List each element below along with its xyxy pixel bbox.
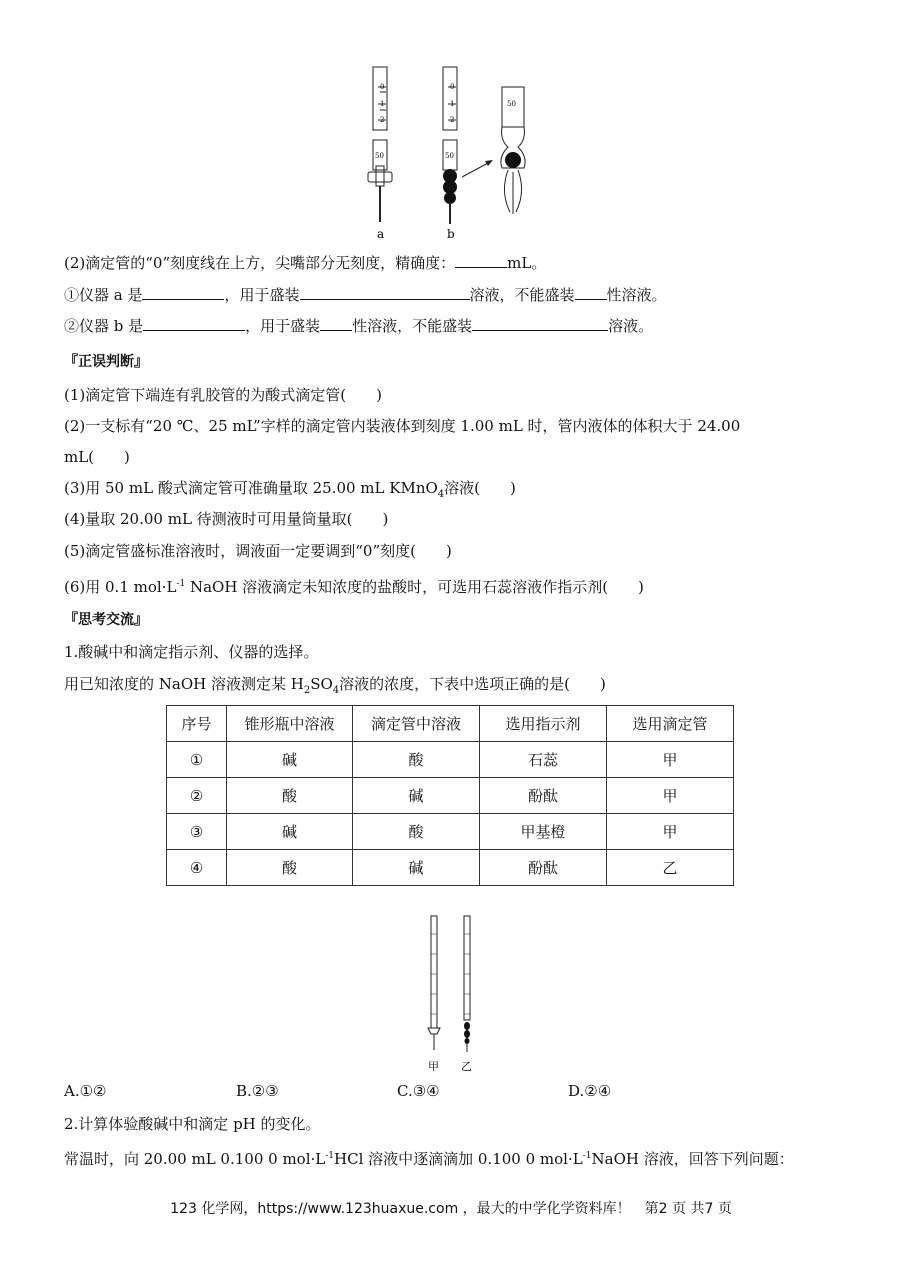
- burette-pair-figure: [420, 914, 480, 1074]
- svg-text:0: 0: [380, 83, 385, 91]
- svg-text:2: 2: [450, 116, 455, 124]
- judge-item-1: (1)滴定管下端连有乳胶管的为酸式滴定管( ): [64, 386, 382, 404]
- q2-stem: 常温时，向 20.00 mL 0.100 0 $mol\cdot L^{-1}HCl$ 溶液中逐滴滴加 0.100 0 $mol\cdot L^{-1}NaOH$ 溶液，回答下列问题：: [64, 1150, 794, 1168]
- svg-text:50: 50: [445, 152, 454, 160]
- blank-instrument-a-contents[interactable]: [300, 284, 470, 300]
- option-a[interactable]: A.①②: [64, 1082, 107, 1100]
- svg-text:2: 2: [380, 116, 385, 124]
- q2-title: 2.计算体验酸碱中和滴定 pH 的变化。: [64, 1115, 321, 1133]
- table-row: ③ 碱 酸 甲基橙 甲: [167, 814, 734, 850]
- svg-text:1: 1: [450, 100, 455, 108]
- judge-item-6: (6)用 0.1 $mol\cdot L^{-1}$ NaOH 溶液滴定未知浓度的盐酸时，可选用石蕊溶液作指示剂( ): [64, 578, 644, 596]
- answer-table: [166, 705, 734, 886]
- q1-stem: 用已知浓度的 NaOH 溶液测定某 $H_2SO_4$溶液的浓度，下表中选项正确的是( ): [64, 675, 606, 696]
- label-b: b: [447, 227, 455, 241]
- precision-line: (2)滴定管的“0”刻度线在上方，尖嘴部分无刻度，精确度： mL。: [64, 254, 547, 272]
- blank-instrument-b-contents[interactable]: [320, 315, 352, 331]
- svg-text:0: 0: [450, 83, 455, 91]
- judge-item-4: (4)量取 20.00 mL 待测液时可用量筒量取( ): [64, 510, 389, 528]
- svg-text:50: 50: [507, 100, 516, 108]
- judge-item-2: (2)一支标有“20 ℃、25 mL”字样的滴定管内装液体到刻度 1.00 mL 时，管内液体的体积大于 24.00: [64, 417, 741, 435]
- judge-item-2-cont: mL( ): [64, 448, 130, 466]
- label-jia: 甲: [428, 1060, 439, 1073]
- svg-text:1: 1: [380, 100, 385, 108]
- label-yi: 乙: [461, 1060, 472, 1073]
- burette-a-top: [373, 67, 387, 130]
- think-header: 『思考交流』: [64, 612, 148, 628]
- table-row: ① 碱 酸 石蕊 甲: [167, 742, 734, 778]
- burette-yi: [464, 916, 470, 1052]
- option-c[interactable]: C.③④: [397, 1082, 440, 1100]
- blank-instrument-a-not[interactable]: [575, 284, 607, 300]
- label-a: a: [377, 227, 385, 241]
- glass-bead-detail: [501, 87, 525, 214]
- burette-b-bottom: [443, 140, 457, 224]
- burette-jia: [428, 916, 440, 1050]
- table-header-row: 序号 锥形瓶中溶液 滴定管中溶液 选用指示剂 选用滴定管: [167, 706, 734, 742]
- instrument-b-line: ②仪器 b 是 ，用于盛装 性溶液，不能盛装 溶液。: [64, 317, 654, 335]
- burette-a-bottom: [368, 140, 392, 222]
- arrow: [462, 162, 490, 177]
- option-d[interactable]: D.②④: [568, 1082, 612, 1100]
- blank-instrument-b-name[interactable]: [143, 315, 245, 331]
- blank-precision[interactable]: [455, 252, 507, 268]
- instrument-a-line: ①仪器 a 是 ，用于盛装 溶液，不能盛装 性溶液。: [64, 286, 667, 304]
- option-b[interactable]: B.②③: [236, 1082, 279, 1100]
- burette-figure: [350, 62, 550, 244]
- table-row: ④ 酸 碱 酚酞 乙: [167, 850, 734, 886]
- burette-b-top: [443, 67, 457, 130]
- judge-item-5: (5)滴定管盛标准溶液时，调液面一定要调到“0”刻度( ): [64, 542, 452, 560]
- q1-title: 1.酸碱中和滴定指示剂、仪器的选择。: [64, 643, 319, 661]
- judge-item-3: (3)用 50 mL 酸式滴定管可准确量取 25.00 mL KMnO$_4$溶液( ): [64, 479, 516, 500]
- judge-header: 『正误判断』: [64, 354, 148, 370]
- blank-instrument-b-not[interactable]: [472, 315, 608, 331]
- blank-instrument-a-name[interactable]: [142, 284, 224, 300]
- table-row: ② 酸 碱 酚酞 甲: [167, 778, 734, 814]
- page-footer: 123 化学网，https://www.123huaxue.com ，最大的中学化学资料库！ 第2 页 共7 页: [170, 1201, 732, 1217]
- svg-text:50: 50: [375, 152, 384, 160]
